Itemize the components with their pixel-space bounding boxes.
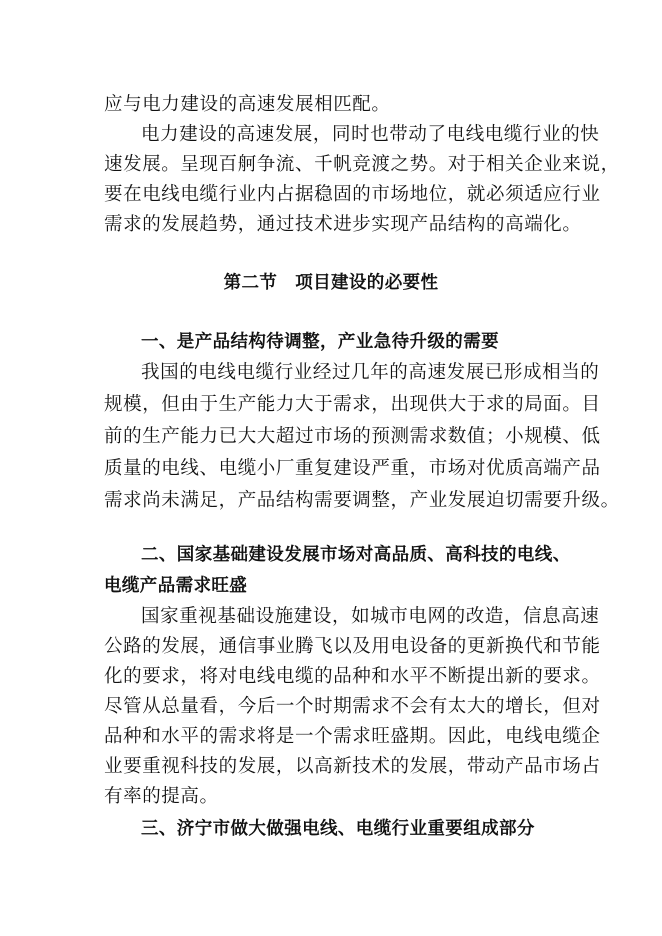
- paragraph-line: 要在电线电缆行业内占据稳固的市场地位，就必须适应行业: [104, 184, 601, 205]
- paragraph-line: 速发展。呈现百舸争流、千帆竞渡之势。对于相关企业来说，: [104, 154, 620, 175]
- heading-2: 二、国家基础建设发展市场对高品质、高科技的电线、: [141, 545, 571, 565]
- paragraph-line: 化的要求，将对电线电缆的品种和水平不断提出新的要求。: [104, 666, 601, 687]
- heading-2-continued: 电缆产品需求旺盛: [104, 576, 248, 596]
- paragraph-line: 需求尚未满足，产品结构需要调整，产业发展迫切需要升级。: [104, 490, 620, 511]
- paragraph-line: 公路的发展，通信事业腾飞以及用电设备的更新换代和节能: [104, 636, 601, 657]
- paragraph-line: 业要重视科技的发展，以高新技术的发展，带动产品市场占: [104, 756, 601, 777]
- paragraph-line: 有率的提高。: [104, 786, 219, 807]
- paragraph-line: 需求的发展趋势，通过技术进步实现产品结构的高端化。: [104, 214, 582, 235]
- section-title: 第二节 项目建设的必要性: [223, 273, 439, 293]
- paragraph-line: 国家重视基础设施建设，如城市电网的改造，信息高速: [141, 606, 600, 627]
- paragraph-line: 质量的电线、电缆小厂重复建设严重，市场对优质高端产品: [104, 458, 601, 479]
- paragraph-line: 应与电力建设的高速发展相匹配。: [104, 94, 391, 115]
- heading-3: 三、济宁市做大做强电线、电缆行业重要组成部分: [141, 819, 535, 839]
- paragraph-line: 前的生产能力已大大超过市场的预测需求数值；小规模、低: [104, 426, 601, 447]
- paragraph-line: 电力建设的高速发展，同时也带动了电线电缆行业的快: [141, 124, 600, 145]
- paragraph-line: 我国的电线电缆行业经过几年的高速发展已形成相当的: [141, 362, 600, 383]
- paragraph-line: 品种和水平的需求将是一个需求旺盛期。因此，电线电缆企: [104, 726, 601, 747]
- heading-1: 一、是产品结构待调整，产业急待升级的需要: [141, 332, 499, 352]
- paragraph-line: 规模，但由于生产能力大于需求，出现供大于求的局面。目: [104, 394, 601, 415]
- paragraph-line: 尽管从总量看，今后一个时期需求不会有太大的增长，但对: [104, 696, 601, 717]
